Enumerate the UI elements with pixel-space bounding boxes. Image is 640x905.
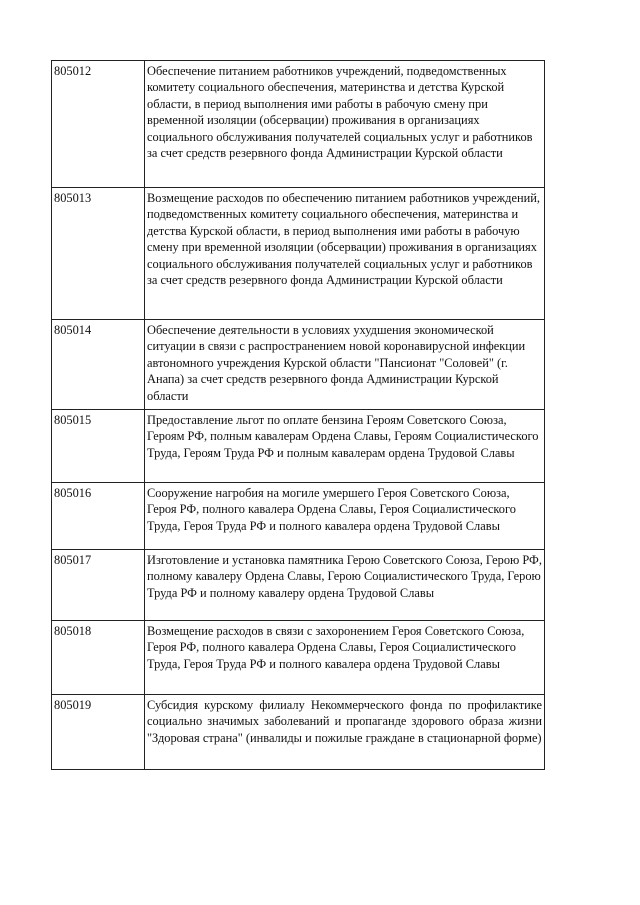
table-row — [52, 188, 545, 320]
row-description: Сооружение нагробия на могиле умершего Героя Советского Союза, Героя РФ, полного кавалера Ордена Славы, Героя Социалистического Труда, Героя Труда РФ и полного кавалера ордена Трудовой Славы — [145, 483, 545, 550]
row-description: Изготовление и установка памятника Герою Советского Союза, Герою РФ, полному кавалеру Ордена Славы, Герою Социалистического Труда, Герою Труда РФ и полному кавалеру ордена Трудовой Славы — [145, 550, 545, 621]
row-code: 805016 — [52, 483, 145, 550]
row-code: 805017 — [52, 550, 145, 621]
table-row — [52, 320, 545, 410]
table-row — [52, 483, 545, 550]
row-description: Обеспечение деятельности в условиях ухудшения экономической ситуации в связи с распространением новой коронавирусной инфекции автономного учреждения Курской области "Пансионат "Соловей" (г. Анапа) за счет средств резервного фонда Администрации Курской области — [145, 320, 545, 410]
row-description: Предоставление льгот по оплате бензина Героям Советского Союза, Героям РФ, полным кавалерам Ордена Славы, Героям Социалистического Труда, Героям Труда РФ и полным кавалерам ордена Трудовой Славы — [145, 410, 545, 483]
table-row — [52, 410, 545, 483]
row-code: 805014 — [52, 320, 145, 410]
row-code: 805018 — [52, 621, 145, 695]
budget-codes-table — [51, 60, 545, 770]
table-row — [52, 550, 545, 621]
row-code: 805019 — [52, 695, 145, 770]
row-description: Возмещение расходов в связи с захоронением Героя Советского Союза, Героя РФ, полного кавалера Ордена Славы, Героя Социалистического Труда, Героя Труда РФ и полного кавалера ордена Трудовой Славы — [145, 621, 545, 695]
row-description: Обеспечение питанием работников учреждений, подведомственных комитету социального обеспечения, материнства и детства Курской области, в период выполнения ими работы в рабочую смену при временной изоляции (обсервации) проживания в организациях социального обслуживания получателей социальных услуг и работников за счет средств резервного фонда Администрации Курской области — [145, 61, 545, 188]
row-description: Субсидия курскому филиалу Некоммерческого фонда по профилактике социально значимых заболеваний и пропаганде здорового образа жизни "Здоровая страна" (инвалиды и пожилые граждане в стационарной форме) — [145, 695, 545, 770]
table-row — [52, 621, 545, 695]
row-code: 805015 — [52, 410, 145, 483]
row-code: 805012 — [52, 61, 145, 188]
table-row — [52, 61, 545, 188]
row-description: Возмещение расходов по обеспечению питанием работников учреждений, подведомственных комитету социального обеспечения, материнства и детства Курской области, в период выполнения ими работы в рабочую смену при временной изоляции (обсервации) проживания в организациях социального обслуживания получателей социальных услуг и работников за счет средств резервного фонда Администрации Курской области — [145, 188, 545, 320]
table-row — [52, 695, 545, 770]
row-code: 805013 — [52, 188, 145, 320]
